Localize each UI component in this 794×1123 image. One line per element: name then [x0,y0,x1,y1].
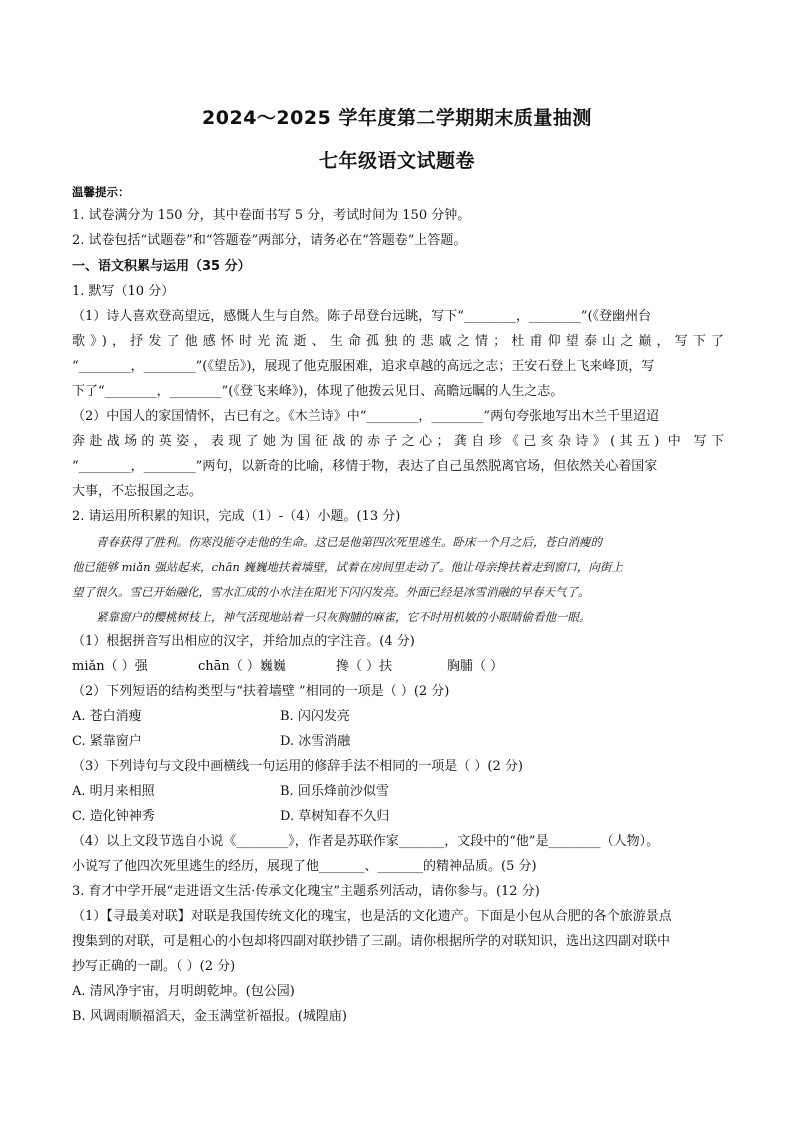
exam-title: 2024～2025 学年度第二学期期末质量抽测 [202,107,592,129]
q1-line-5: （2）中国人的家国情怀，古已有之。《木兰诗》中“________，________”两句夸张地写出木兰千里迢迢 [72,409,660,424]
q2-title: 2. 请运用所积累的知识，完成（1）-（4）小题。(13 分) [72,509,401,524]
q3-line-2: 搜集到的对联，可是粗心的小包却将四副对联抄错了三副。请你根据所学的对联知识，选出这四副对联中 [72,934,671,949]
passage-line-4: 紧靠窗户的樱桃树枝上，神气活现地站着一只灰胸脯的麻雀，它不时用机敏的小眼睛偷看他一眼。 [96,610,591,624]
q2-sub3-option-a: A. 明月来相照 [72,784,155,799]
q3-line-3: 抄写正确的一副。（ ）(2 分) [72,959,236,974]
tips-heading: 温馨提示： [72,185,130,199]
q3-line-1: （1）【寻最美对联】对联是我国传统文化的瑰宝，也是活的文化遗产。下面是小包从合肥的各个旅游景点 [72,909,672,924]
passage-line-3: 望了很久。雪已开始融化，雪水汇成的小水洼在阳光下闪闪发亮。外面已经是冰雪消融的早春天气了。 [72,585,590,599]
q1-line-7: “________，________”两句，以新奇的比喻，移情于物，表达了自己虽然脱离官场，但依然关心着国家 [72,459,658,474]
q1-title: 1. 默写（10 分） [72,284,175,299]
q2-sub2-option-d: D. 冰雪消融 [280,734,351,749]
q2-sub3-stem: （3）下列诗句与文段中画横线一句运用的修辞手法不相同的一项是（ ）(2 分) [72,759,523,774]
q2-sub3-option-d: D. 草树知春不久归 [280,809,390,824]
q2-sub4-line-1: （4）以上文段节选自小说《________》，作者是苏联作家_______，文段中的“他”是________（人物）。 [72,834,660,849]
q2-sub3-option-c: C. 造化钟神秀 [72,809,155,824]
q1-line-2: 歌》)，抒发了他感怀时光流逝、生命孤独的悲戚之情；杜甫仰望泰山之巅，写下了 [72,334,724,349]
q2-sub1-stem: （1）根据拼音写出相应的汉字，并给加点的字注音。(4 分) [72,634,415,649]
passage-line-1: 青春获得了胜利。伤寒没能夺走他的生命。这已是他第四次死里逃生。卧床一个月之后，苍白消瘦的 [96,535,602,549]
q2-sub2-option-c: C. 紧靠窗户 [72,734,142,749]
q1-line-4: 下了“________，________”(《登飞来峰》)，体现了他拨云见日、高瞻远瞩的人生之志。 [72,384,564,399]
pinyin-item-1: miǎn（ ）强 [72,659,148,674]
q1-line-8: 大事，不忘报国之志。 [72,484,203,499]
q1-line-3: “________，________”(《望岳》)，展现了他克服困难，追求卓越的高远之志；王安石登上飞来峰顶，写 [72,359,655,374]
pinyin-item-3: 搀（ ）扶 [336,659,393,674]
tip-1: 1. 试卷满分为 150 分，其中卷面书写 5 分，考试时间为 150 分钟。 [72,208,471,223]
q2-sub2-option-b: B. 闪闪发亮 [280,709,350,724]
q3-option-a: A. 清风净宇宙，月明朗乾坤。(包公园) [72,984,295,999]
pinyin-item-2: chān（ ）巍巍 [198,659,286,674]
q2-sub2-option-a: A. 苍白消瘦 [72,709,142,724]
tip-2: 2. 试卷包括“试题卷”和“答题卷”两部分，请务必在“答题卷”上答题。 [72,233,467,248]
q2-sub3-option-b: B. 回乐烽前沙似雪 [280,784,389,799]
q2-sub2-stem: （2）下列短语的结构类型与“扶着墙壁 ”相同的一项是（ ）(2 分) [72,684,450,699]
q1-line-6: 奔赴战场的英姿，表现了她为国征战的赤子之心；龚自珍《己亥杂诗》(其五) 中 写下 [72,434,724,449]
pinyin-item-4: 胸脯（ ） [447,659,504,674]
q3-title: 3. 育才中学开展“走进语文生活·传承文化瑰宝”主题系列活动，请你参与。(12 分) [72,884,540,899]
passage-line-2: 他已能够 miǎn 强站起来，chān 巍巍地扶着墙壁，试着在房间里走动了。他让母亲搀扶着走到窗口，向街上 [72,560,623,574]
q1-line-1: （1）诗人喜欢登高望远，感慨人生与自然。陈子昂登台远眺，写下“________，________”(《登幽州台 [72,309,652,324]
section-1-heading: 一、语文积累与运用（35 分） [72,259,251,274]
q3-option-b: B. 风调雨顺福滔天，金玉满堂祈福报。(城隍庙) [72,1009,347,1024]
exam-subtitle: 七年级语文试题卷 [318,150,475,172]
q2-sub4-line-2: 小说写了他四次死里逃生的经历，展现了他_______、_______的精神品质。(5 分) [72,859,537,874]
